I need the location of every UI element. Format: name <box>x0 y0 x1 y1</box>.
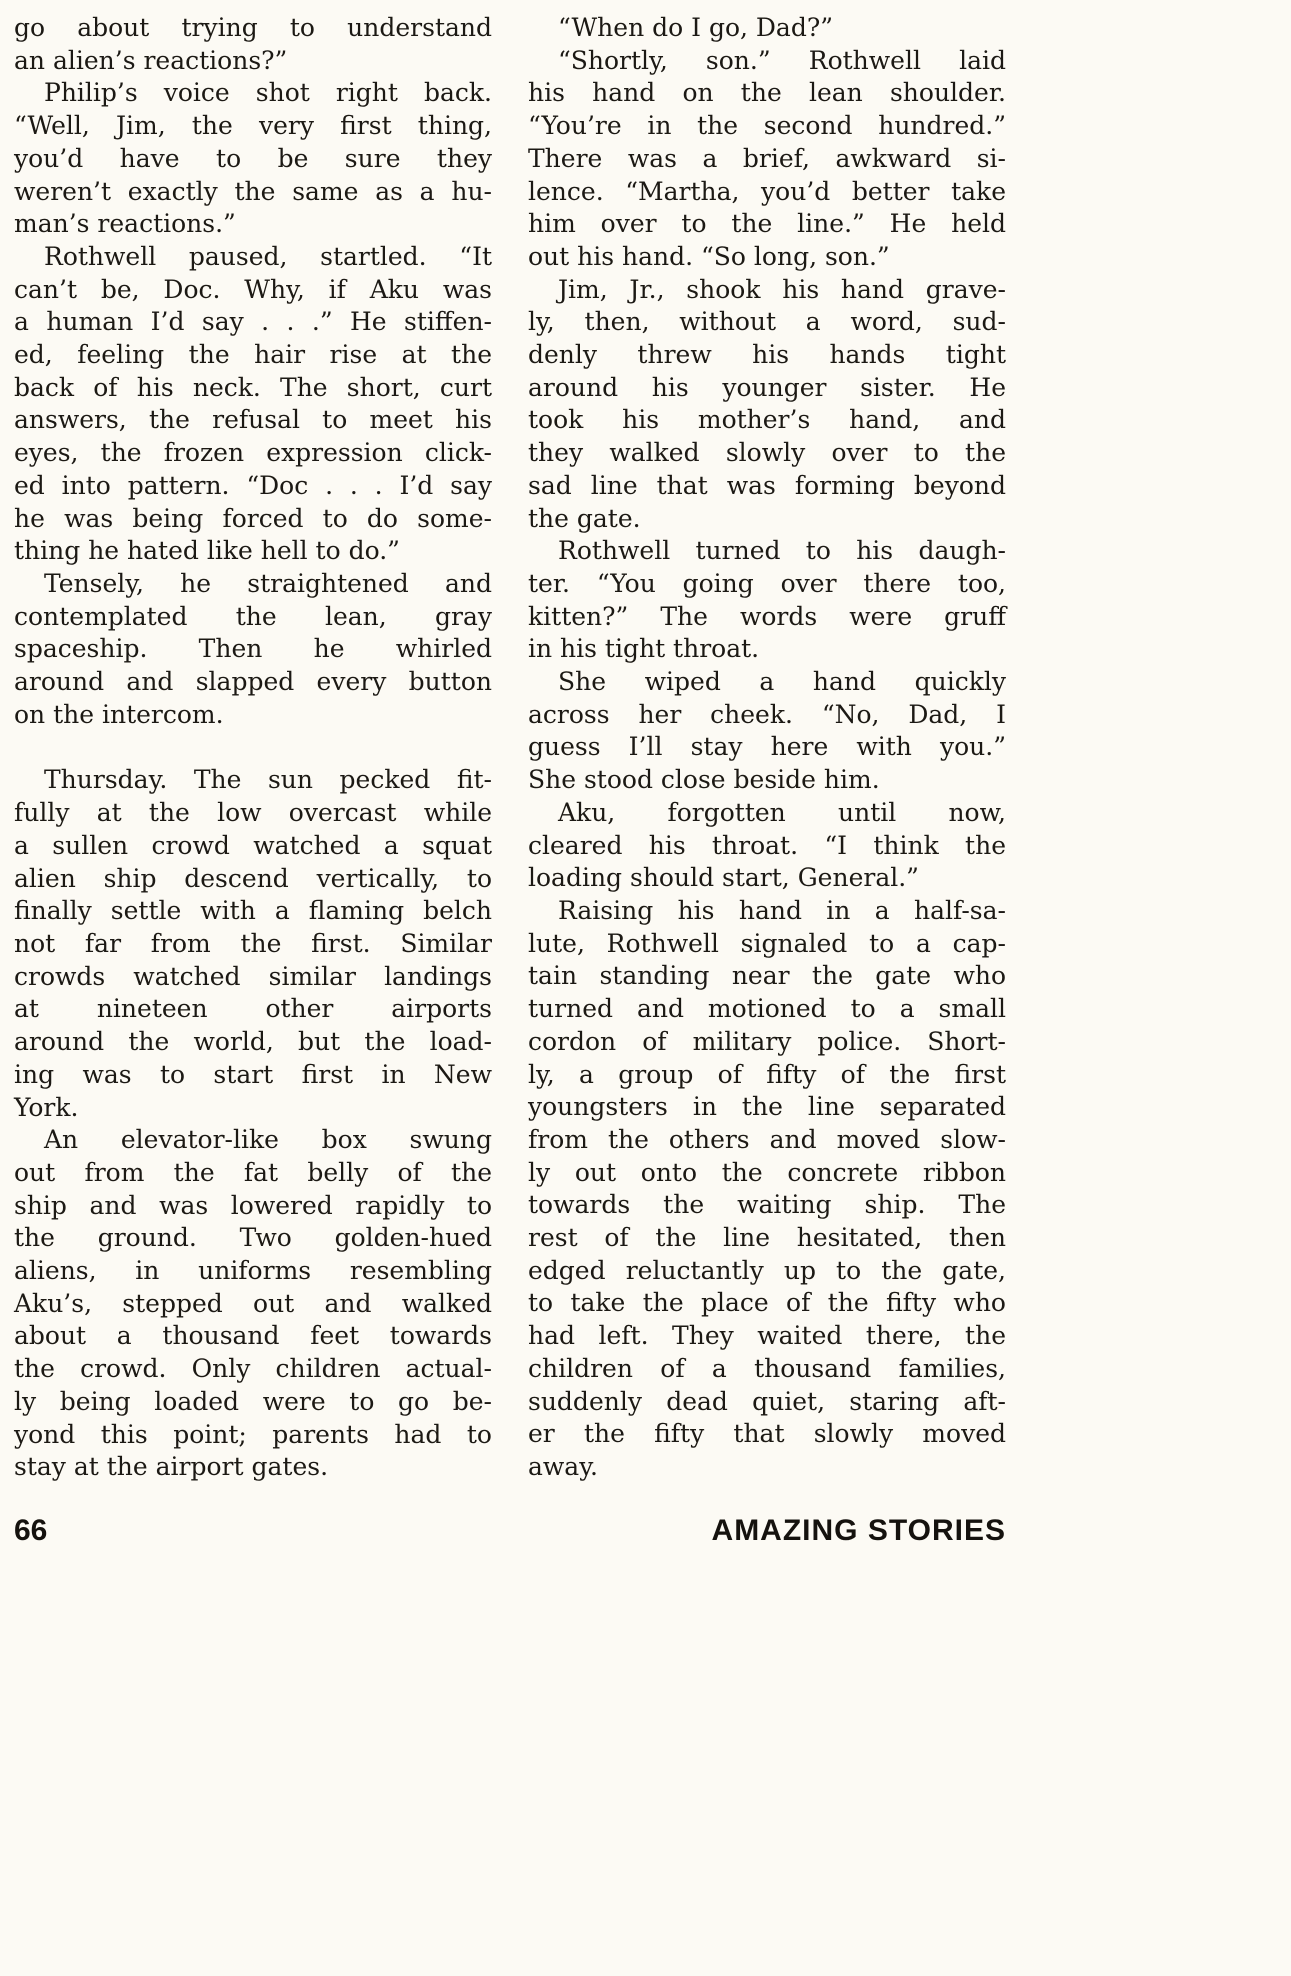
text-line: Aku’s, stepped out and walked <box>14 1288 492 1318</box>
text-line: York. <box>14 1092 79 1122</box>
text-line: to take the place of the fifty who <box>528 1288 1006 1318</box>
paragraph <box>14 764 492 1124</box>
text-line: An elevator-like box swung <box>44 1125 492 1155</box>
text-line: back of his neck. The short, curt <box>14 372 492 402</box>
text-line: the crowd. Only children actual- <box>14 1354 492 1384</box>
text-line: “You’re in the second hundred.” <box>528 111 1006 141</box>
text-line: ter. “You going over there too, <box>528 568 1006 598</box>
text-line: “When do I go, Dad?” <box>558 13 834 42</box>
paragraph <box>14 241 492 568</box>
text-line: spaceship. Then he whirled <box>14 634 492 664</box>
paragraph <box>528 895 1006 1484</box>
text-line: a human I’d say . . .” He stiffen- <box>14 307 492 337</box>
text-line: Philip’s voice shot right back. <box>44 78 492 108</box>
text-line: Raising his hand in a half-sa- <box>558 895 1006 925</box>
text-line: lute, Rothwell signaled to a cap- <box>528 928 1006 958</box>
text-line: ly, a group of fifty of the first <box>528 1059 1006 1089</box>
text-line: he was being forced to do some- <box>14 503 492 533</box>
text-line: youngsters in the line separated <box>528 1092 1006 1122</box>
paragraph <box>14 1124 492 1484</box>
paragraph <box>528 45 1006 274</box>
text-line: She wiped a hand quickly <box>558 667 1006 697</box>
text-line: finally settle with a flaming belch <box>14 896 492 926</box>
text-line: out his hand. “So long, son.” <box>528 241 890 271</box>
text-line: stay at the airport gates. <box>14 1452 329 1482</box>
text-line: Tensely, he straightened and <box>44 568 492 598</box>
paragraph <box>528 535 1006 666</box>
text-line: loading should start, General.” <box>528 863 919 893</box>
text-line: around the world, but the load- <box>14 1027 492 1057</box>
paragraph <box>14 77 492 241</box>
text-line: contemplated the lean, gray <box>14 601 492 631</box>
text-line: Aku, forgotten until now, <box>558 797 1006 827</box>
page-footer <box>14 1514 1006 1548</box>
text-line: ing was to start first in New <box>14 1059 492 1089</box>
text-line: ship and was lowered rapidly to <box>14 1190 492 1220</box>
text-line: aliens, in uniforms resembling <box>14 1256 492 1286</box>
text-line: crowds watched similar landings <box>14 961 492 991</box>
magazine-title: AMAZING STORIES <box>711 1513 1006 1547</box>
paragraph <box>14 12 492 77</box>
text-line: not far from the first. Similar <box>14 928 492 958</box>
text-line: alien ship descend vertically, to <box>14 863 492 893</box>
text-line: denly threw his hands tight <box>528 340 1006 370</box>
paragraph <box>14 568 492 732</box>
text-line: Jim, Jr., shook his hand grave- <box>558 274 1006 304</box>
text-line: across her cheek. “No, Dad, I <box>528 699 1006 729</box>
text-line: ed, feeling the hair rise at the <box>14 340 492 370</box>
text-columns <box>14 12 1006 1484</box>
text-line: from the others and moved slow- <box>528 1124 1006 1154</box>
text-line: can’t be, Doc. Why, if Aku was <box>14 274 492 304</box>
text-line: man’s reactions.” <box>14 209 236 239</box>
text-line: er the fifty that slowly moved <box>528 1419 1006 1449</box>
page-number: 66 <box>14 1513 48 1547</box>
text-line: answers, the refusal to meet his <box>14 405 492 435</box>
text-line: tain standing near the gate who <box>528 961 1006 991</box>
text-line: fully at the low overcast while <box>14 798 492 828</box>
text-line: the gate. <box>528 503 641 533</box>
paragraph <box>528 797 1006 895</box>
text-line: you’d have to be sure they <box>14 143 492 173</box>
text-line: thing he hated like hell to do.” <box>14 536 400 566</box>
text-line: ly, then, without a word, sud- <box>528 307 1006 337</box>
paragraph <box>528 666 1006 797</box>
text-line: towards the waiting ship. The <box>528 1190 1006 1220</box>
text-line: cordon of military police. Short- <box>528 1026 1006 1056</box>
left-column <box>14 12 492 1484</box>
text-line: on the intercom. <box>14 699 224 729</box>
text-line: out from the fat belly of the <box>14 1157 492 1187</box>
text-line: She stood close beside him. <box>528 765 880 795</box>
text-line: ly being loaded were to go be- <box>14 1386 492 1416</box>
text-line: go about trying to understand <box>14 13 492 42</box>
text-line: “Well, Jim, the very first thing, <box>14 111 492 141</box>
text-line: rest of the line hesitated, then <box>528 1223 1006 1253</box>
text-line: him over to the line.” He held <box>528 209 1006 239</box>
right-column <box>528 12 1006 1484</box>
text-line: cleared his throat. “I think the <box>528 830 1006 860</box>
text-line: edged reluctantly up to the gate, <box>528 1255 1006 1285</box>
text-line: There was a brief, awkward si- <box>528 143 1006 173</box>
text-line: guess I’ll stay here with you.” <box>528 732 1006 762</box>
text-line: yond this point; parents had to <box>14 1419 492 1449</box>
text-line: weren’t exactly the same as a hu- <box>14 176 492 206</box>
text-line: they walked slowly over to the <box>528 438 1006 468</box>
text-line: an alien’s reactions?” <box>14 45 288 75</box>
text-line: the ground. Two golden-hued <box>14 1223 492 1253</box>
text-line: suddenly dead quiet, staring aft- <box>528 1386 1006 1416</box>
paragraph <box>528 274 1006 536</box>
text-line: a sullen crowd watched a squat <box>14 830 492 860</box>
text-line: lence. “Martha, you’d better take <box>528 176 1006 206</box>
text-line: about a thousand feet towards <box>14 1321 492 1351</box>
text-line: ed into pattern. “Doc . . . I’d say <box>14 470 492 500</box>
text-line: had left. They waited there, the <box>528 1321 1006 1351</box>
text-line: kitten?” The words were gruff <box>528 601 1006 631</box>
text-line: Thursday. The sun pecked fit- <box>44 765 492 795</box>
text-line: turned and motioned to a small <box>528 994 1006 1024</box>
text-line: around his younger sister. He <box>528 372 1006 402</box>
text-line: his hand on the lean shoulder. <box>528 78 1006 108</box>
paragraph <box>528 12 1006 45</box>
text-line: Rothwell paused, startled. “It <box>44 241 492 271</box>
text-line: children of a thousand families, <box>528 1353 1006 1383</box>
text-line: in his tight throat. <box>528 634 760 664</box>
text-line: sad line that was forming beyond <box>528 470 1006 500</box>
text-line: “Shortly, son.” Rothwell laid <box>558 45 1006 75</box>
text-line: away. <box>528 1451 598 1481</box>
text-line: took his mother’s hand, and <box>528 405 1006 435</box>
text-line: around and slapped every button <box>14 667 492 697</box>
text-line: ly out onto the concrete ribbon <box>528 1157 1006 1187</box>
text-line: Rothwell turned to his daugh- <box>558 536 1006 566</box>
text-line: at nineteen other airports <box>14 994 492 1024</box>
text-line: eyes, the frozen expression click- <box>14 438 492 468</box>
